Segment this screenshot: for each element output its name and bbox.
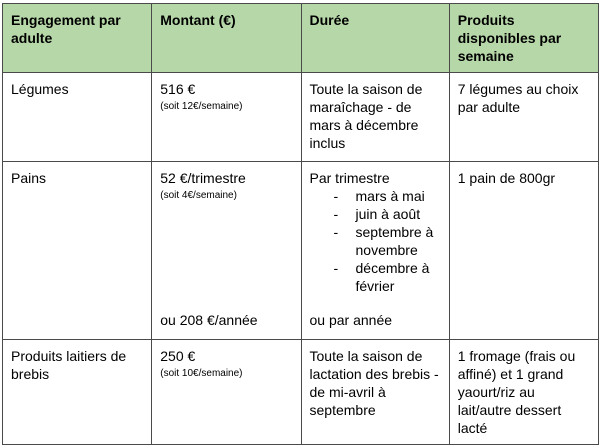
duree-intro: Par trimestre bbox=[309, 170, 390, 186]
duree-alt: ou par année bbox=[309, 312, 393, 328]
header-row bbox=[3, 4, 599, 73]
subscription-table bbox=[2, 3, 599, 445]
montant-value: 52 €/trimestre bbox=[160, 170, 246, 186]
list-item: - décembre à février bbox=[333, 260, 430, 294]
cell-engagement: Légumes bbox=[3, 73, 152, 162]
table-row-brebis bbox=[3, 340, 599, 445]
cell-produits: 1 fromage (frais ou affiné) et 1 grand yaourt/riz au lait/autre dessert lacté bbox=[449, 340, 598, 445]
cell-montant bbox=[152, 73, 301, 162]
montant-note: (soit 12€/semaine) bbox=[160, 101, 243, 112]
list-item: - mars à mai bbox=[333, 188, 425, 204]
list-item: - septembre à novembre bbox=[333, 224, 434, 258]
header-produits: Produits disponibles par semaine bbox=[449, 4, 598, 73]
cell-engagement: Pains bbox=[3, 162, 152, 340]
header-duree: Durée bbox=[301, 4, 449, 73]
montant-alt: ou 208 €/année bbox=[160, 312, 258, 328]
list-item: - juin à août bbox=[333, 206, 421, 222]
cell-montant bbox=[152, 340, 301, 445]
cell-montant bbox=[152, 162, 301, 340]
header-montant: Montant (€) bbox=[152, 4, 301, 73]
cell-duree: Toute la saison de lactation des brebis - de mi-avril à septembre bbox=[301, 340, 449, 445]
header-engagement: Engagement par adulte bbox=[3, 4, 152, 73]
table-row-pains bbox=[3, 162, 599, 340]
cell-duree: Toute la saison de maraîchage - de mars à décembre inclus bbox=[301, 73, 449, 162]
cell-engagement: Produits laitiers de brebis bbox=[3, 340, 152, 445]
montant-note: (soit 4€/semaine) bbox=[160, 190, 237, 201]
cell-produits: 7 légumes au choix par adulte bbox=[449, 73, 598, 162]
cell-duree bbox=[301, 162, 449, 340]
table-row-legumes bbox=[3, 73, 599, 162]
duree-periods-list bbox=[310, 187, 441, 295]
montant-value: 516 € bbox=[160, 81, 196, 97]
montant-note: (soit 10€/semaine) bbox=[160, 368, 243, 379]
montant-value: 250 € bbox=[160, 348, 196, 364]
cell-produits: 1 pain de 800gr bbox=[449, 162, 598, 340]
